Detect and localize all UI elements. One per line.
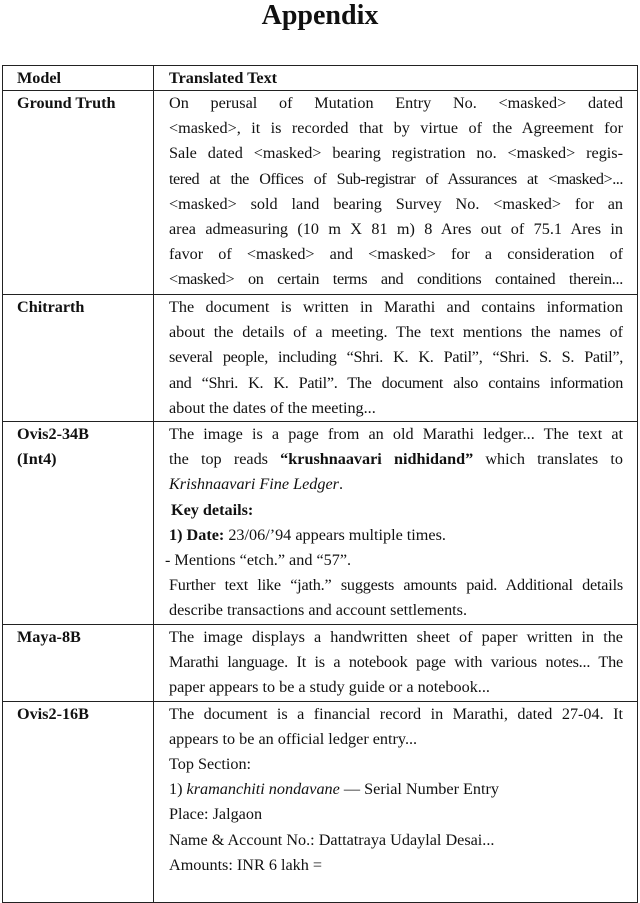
text-line: Place: Jalgaon — [169, 805, 263, 824]
text-line: Amounts: INR 6 lakh = — [169, 855, 323, 874]
bold-span: “krushnaavari nidhidand” — [280, 450, 474, 469]
italic-span: kramanchiti nondavane — [186, 780, 340, 799]
text-span: 1) — [169, 780, 187, 799]
column-header-model: Model — [3, 66, 154, 91]
text-line: <masked>, it is recorded that by virtue of the Agreement for — [169, 119, 623, 138]
text-line: Marathi language. It is a notebook page with various notes... The — [169, 652, 623, 671]
text-line: favor of <masked> and <masked> for a consideration of — [169, 245, 623, 264]
text-span: 23/06/’94 appears multiple times. — [224, 525, 446, 544]
text-line: The image is a page from an old Marathi ledger... The text at — [169, 425, 623, 444]
model-name: Maya-8B — [3, 624, 154, 701]
text-line: and “Shri. K. K. Patil”. The document also contains information — [169, 373, 623, 392]
model-name-line: Ovis2-34B — [17, 425, 89, 444]
text-line: Name & Account No.: Dattatraya Udaylal Desai... — [169, 830, 495, 849]
text-line: The document is a financial record in Marathi, dated 27-04. It — [169, 704, 623, 723]
text-line: <masked> on certain terms and conditions contained therein... — [169, 270, 623, 289]
model-name: Chitrarth — [3, 295, 154, 422]
model-name — [3, 422, 154, 625]
column-header-translated-text: Translated Text — [154, 66, 638, 91]
text-span: . — [338, 475, 344, 494]
translated-text — [154, 701, 638, 902]
text-line: The document is written in Marathi and contains information — [169, 298, 623, 316]
translated-text — [154, 624, 638, 701]
table-row — [3, 422, 638, 625]
text-line: On perusal of Mutation Entry No. <masked> dated — [169, 94, 623, 112]
translated-text — [154, 422, 638, 625]
table-row — [3, 701, 638, 902]
text-line — [169, 523, 623, 548]
text-line: Further text like “jath.” suggests amounts paid. Additional details — [169, 576, 623, 595]
table-row — [3, 295, 638, 422]
translation-table — [2, 65, 638, 903]
text-span: the top reads — [169, 450, 281, 469]
table-row — [3, 624, 638, 701]
text-line: Top Section: — [169, 755, 252, 774]
text-line: about the details of a meeting. The text mentions the names of — [169, 323, 623, 342]
text-line: <masked> sold land bearing Survey No. <masked> for an — [169, 194, 623, 213]
text-line: appears to be an official ledger entry... — [169, 729, 418, 748]
model-name-line: (Int4) — [17, 450, 57, 469]
translated-text — [154, 295, 638, 422]
text-line: The image displays a handwritten sheet of paper written in the — [169, 627, 623, 646]
text-line: paper appears to be a study guide or a notebook... — [169, 678, 490, 697]
text-line — [169, 447, 623, 472]
text-line — [169, 777, 623, 802]
text-line: Sale dated <masked> bearing registration no. <masked> regis- — [169, 144, 623, 163]
table-header-row — [3, 66, 638, 91]
text-line: - Mentions “etch.” and “57”. — [165, 551, 352, 570]
model-name: Ground Truth — [3, 91, 154, 295]
text-line — [169, 472, 623, 497]
text-line: describe transactions and account settlements. — [169, 601, 468, 620]
table-row — [3, 91, 638, 295]
italic-span: Krishnaavari Fine Ledger — [169, 475, 339, 494]
translated-text — [154, 91, 638, 295]
text-span: which translates to — [473, 450, 623, 469]
text-line: about the dates of the meeting... — [169, 398, 376, 417]
text-span: — Serial Number Entry — [339, 780, 499, 799]
text-line: Key details: — [171, 500, 254, 519]
text-line: area admeasuring (10 m X 81 m) 8 Ares out of 75.1 Ares in — [169, 220, 623, 239]
text-line: several people, including “Shri. K. K. Patil”, “Shri. S. S. Patil”, — [169, 348, 623, 367]
text-line: tered at the Offices of Sub-registrar of Assurances at <masked>... — [169, 169, 623, 188]
bold-span: 1) Date: — [169, 525, 225, 544]
model-name: Ovis2-16B — [3, 701, 154, 902]
page-title: Appendix — [261, 0, 379, 31]
